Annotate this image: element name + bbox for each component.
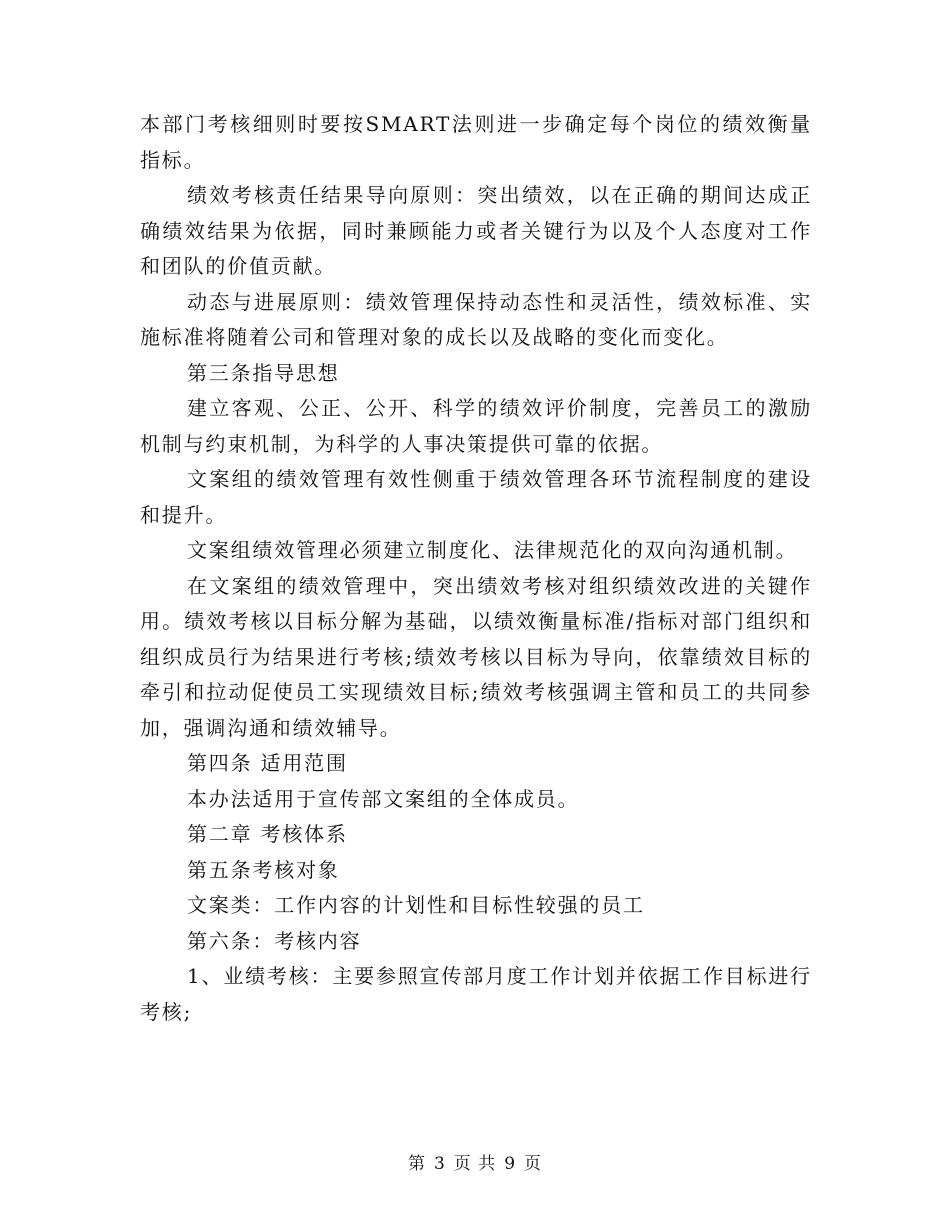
paragraph: 本部门考核细则时要按SMART法则进一步确定每个岗位的绩效衡量指标。 xyxy=(140,112,812,172)
chapter-heading: 第二章 考核体系 xyxy=(187,822,348,846)
footer-suffix: 页 xyxy=(524,1154,543,1174)
paragraph: 本办法适用于宣传部文案组的全体成员。 xyxy=(187,786,580,811)
paragraph: 建立客观、公正、公开、科学的绩效评价制度，完善员工的激励机制与约束机制，为科学的人事决策提供可靠的依据。 xyxy=(140,396,812,456)
paragraph: 文案类：工作内容的计划性和目标性较强的员工 xyxy=(187,893,645,917)
paragraph: 文案组的绩效管理有效性侧重于绩效管理各环节流程制度的建设和提升。 xyxy=(140,467,812,527)
paragraph: 在文案组的绩效管理中，突出绩效考核对组织绩效改进的关键作用。绩效考核以目标分解为基础，以绩效衡量标准/指标对部门组织和组织成员行为结果进行考核;绩效考核以目标为导向，依靠绩效目标的牵引和拉动促使员工实现绩效目标;绩效考核强调主管和员工的共同参加，强调沟通和绩效辅导。 xyxy=(140,573,812,740)
document-body xyxy=(140,107,812,1030)
current-page-number: 3 xyxy=(433,1154,446,1174)
section-heading: 第三条指导思想 xyxy=(187,360,340,385)
page-footer xyxy=(0,1152,950,1176)
footer-prefix: 第 xyxy=(407,1154,426,1174)
paragraph: 1、业绩考核：主要参照宣传部月度工作计划并依据工作目标进行考核; xyxy=(140,964,812,1024)
section-heading: 第六条：考核内容 xyxy=(187,928,362,953)
footer-middle: 页 共 xyxy=(453,1154,497,1174)
total-page-number: 9 xyxy=(504,1154,517,1174)
paragraph: 动态与进展原则：绩效管理保持动态性和灵活性，绩效标准、实施标准将随着公司和管理对象的成长以及战略的变化而变化。 xyxy=(140,289,812,349)
paragraph: 文案组绩效管理必须建立制度化、法律规范化的双向沟通机制。 xyxy=(187,538,798,562)
section-heading: 第五条考核对象 xyxy=(187,857,340,882)
section-heading: 第四条 适用范围 xyxy=(187,751,348,775)
paragraph: 绩效考核责任结果导向原则：突出绩效，以在正确的期间达成正确绩效结果为依据，同时兼顾能力或者关键行为以及个人态度对工作和团队的价值贡献。 xyxy=(140,183,812,278)
